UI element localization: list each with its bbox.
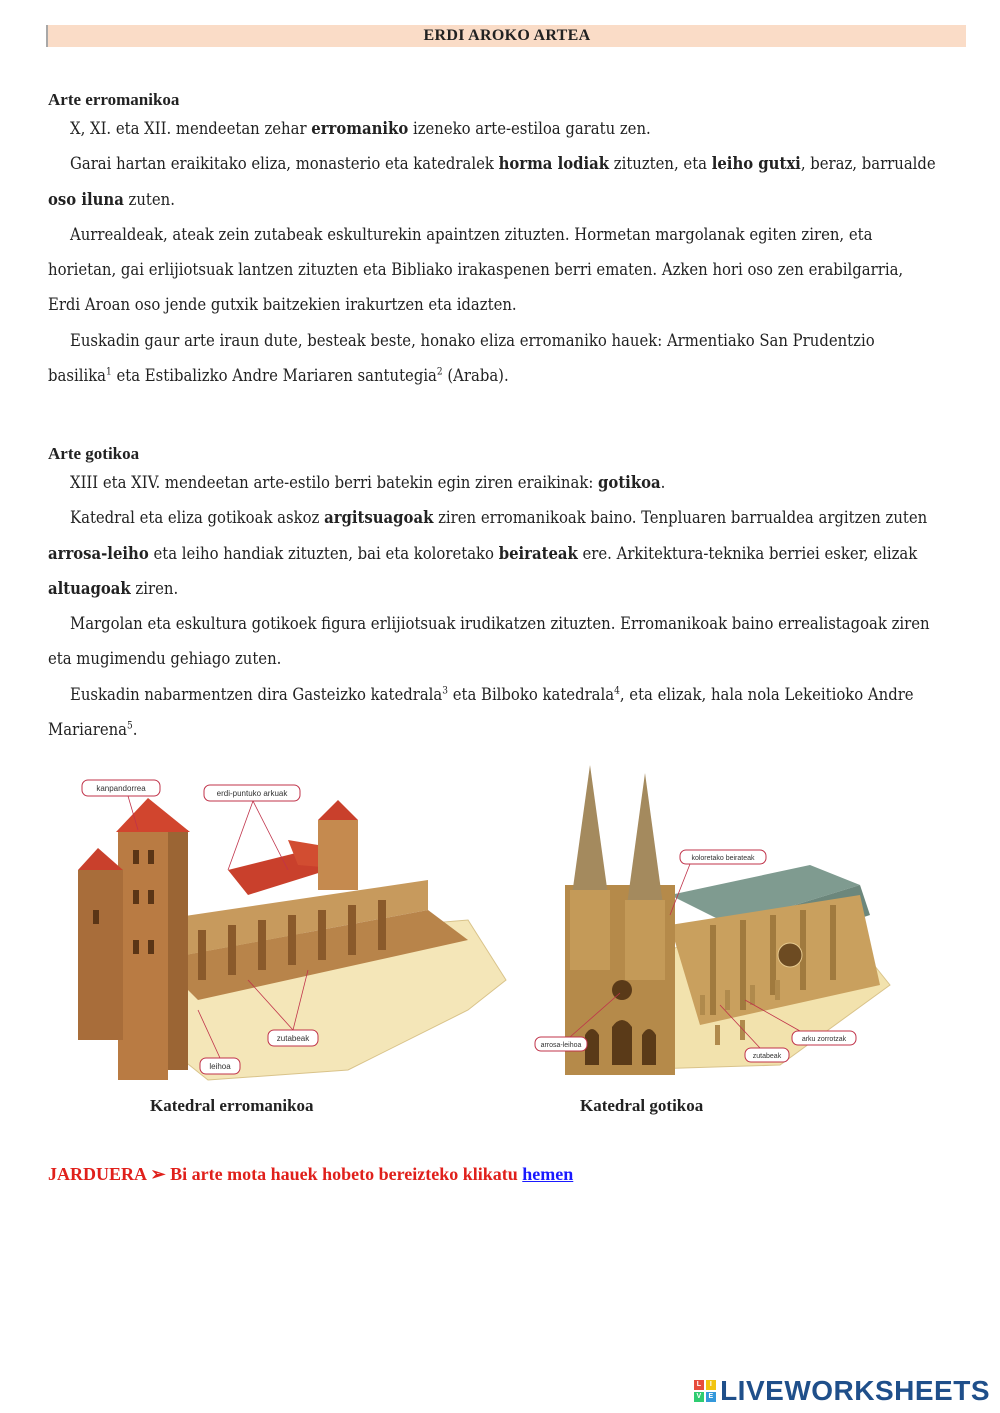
romanesque-heading: Arte erromanikoa	[48, 90, 180, 109]
label-arku-zorrotzak: arku zorrotzak	[801, 1036, 847, 1043]
gothic-paragraph-1: XIII eta XIV. mendeetan arte-estilo berri batekin egin ziren eraikinak: gotikoa.	[70, 473, 666, 492]
page-title: ERDI AROKO ARTEA	[46, 25, 966, 47]
logo-tile-1: L	[694, 1380, 704, 1390]
logo-tile-4: E	[706, 1392, 716, 1402]
romanesque-paragraph-3: Aurrealdeak, ateak zein zutabeak eskulturekin apaintzen zituzten. Hormetan margolanak egiten ziren, eta horietan, gai erlijiotsuak lantzen zituzten eta Bibliako irakaspenen berri ematen. Azken hori oso zen erabilgarria, Erdi Aroan oso jende gutxik baitzekien irakurtzen eta idazten.	[48, 224, 904, 315]
romanesque-paragraph-2: Garai hartan eraikitako eliza, monasterio eta katedralek horma lodiak zituzten, eta leiho gutxi, beraz, barrualde oso iluna zuten.	[48, 154, 936, 209]
liveworksheets-logo	[694, 1375, 990, 1407]
gothic-caption: Katedral gotikoa	[580, 1096, 704, 1115]
activity-line	[48, 1164, 573, 1185]
arrow-icon: ➢	[150, 1164, 166, 1184]
logo-grid-icon	[694, 1380, 716, 1402]
gothic-heading: Arte gotikoa	[48, 444, 140, 463]
activity-text: Bi arte mota hauek hobeto bereizteko klikatu	[165, 1164, 523, 1184]
label-kanpandorrea: kanpandorrea	[96, 784, 146, 793]
activity-label: JARDUERA	[48, 1164, 147, 1184]
romanesque-caption: Katedral erromanikoa	[150, 1096, 314, 1115]
label-leihoa: leihoa	[209, 1062, 231, 1071]
logo-tile-3: V	[694, 1392, 704, 1402]
label-zutabeak: zutabeak	[276, 1034, 310, 1043]
romanesque-paragraph-1: X, XI. eta XII. mendeetan zehar erromaniko izeneko arte-estiloa garatu zen.	[70, 119, 651, 138]
romanesque-cathedral-illustration	[48, 770, 510, 1085]
logo-tile-2: I	[706, 1380, 716, 1390]
gothic-paragraph-3: Margolan eta eskultura gotikoek figura erlijiotsuak irudikatzen zituzten. Erromanikoak baino errealistagoak ziren eta mugimendu gehiago zuten.	[48, 614, 930, 669]
gothic-paragraph-4: Euskadin nabarmentzen dira Gasteizko katedrala$^3$ eta Bilboko katedrala$^4$, eta elizak, hala nola Lekeitioko Andre Mariarena$^5$.	[48, 684, 914, 740]
label-erdi-puntuko-arkuak: erdi-puntuko arkuak	[216, 789, 288, 798]
activity-link[interactable]: hemen	[522, 1164, 574, 1184]
gothic-cathedral-illustration	[530, 765, 902, 1085]
label-zutabeak-gothic: zutabeak	[752, 1053, 782, 1060]
gothic-section	[48, 442, 938, 747]
gothic-paragraph-2: Katedral eta eliza gotikoak askoz argitsuagoak ziren erromanikoak baino. Tenpluaren barrualdea argitzen zuten arrosa-leiho eta leiho handiak zituzten, bai eta koloretako beirateak ere. Arkitektura-teknika berriei esker, elizak altuagoak ziren.	[48, 508, 928, 598]
romanesque-section	[48, 88, 938, 393]
label-arrosa-leihoa: arrosa-leihoa	[540, 1042, 582, 1049]
label-koloretako-beirateak: koloretako beirateak	[691, 855, 755, 862]
romanesque-paragraph-4: Euskadin gaur arte iraun dute, besteak beste, honako eliza erromaniko hauek: Armentiako San Prudentzio basilika$^1$ eta Estibalizko Andre Mariaren santutegia$^2$ (Araba).	[48, 330, 875, 386]
logo-text: LIVEWORKSHEETS	[720, 1375, 990, 1406]
